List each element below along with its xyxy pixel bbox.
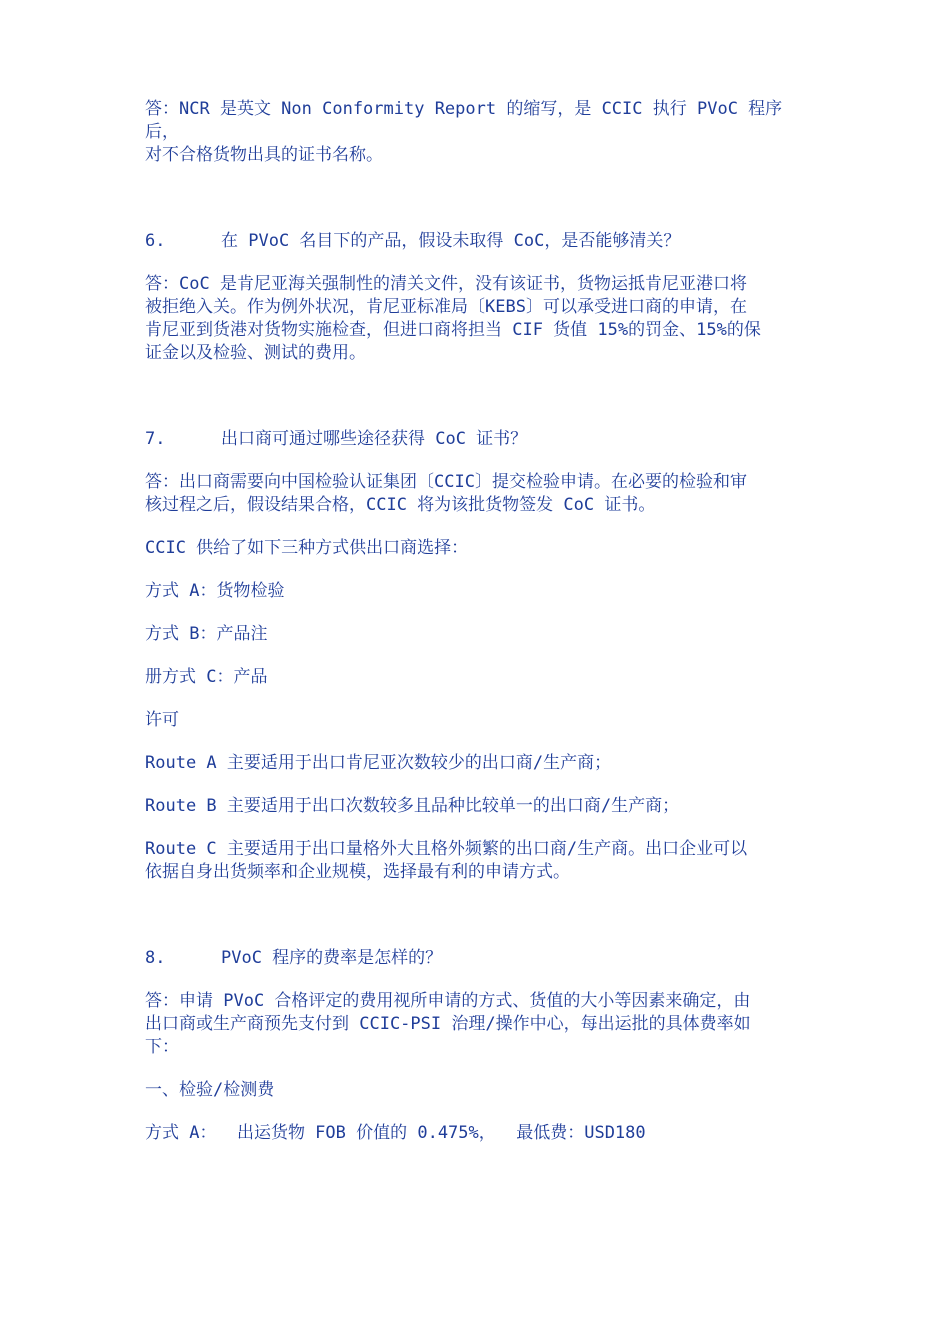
route-b-description: Route B 主要适用于出口次数较多且品种比较单一的出口商/生产商； — [145, 796, 680, 816]
text-line: 依据自身出货频率和企业规模，选择最有利的申请方式。 — [145, 862, 570, 882]
fee-route-a: 方式 A： 出运货物 FOB 价值的 0.475%， 最低费：USD180 — [145, 1123, 646, 1143]
route-intro: CCIC 供给了如下三种方式供出口商选择： — [145, 538, 469, 558]
text-line: 核过程之后，假设结果合格，CCIC 将为该批货物签发 CoC 证书。 — [145, 495, 656, 515]
question-7 — [145, 428, 815, 451]
ncr-answer — [145, 98, 815, 167]
question-6 — [145, 230, 815, 253]
route-c-label: 册方式 C：产品 — [145, 667, 268, 687]
text-line: 答：申请 PVoC 合格评定的费用视所申请的方式、货值的大小等因素来确定，由 — [145, 991, 751, 1011]
question-text: 出口商可通过哪些途径获得 CoC 证书？ — [221, 429, 528, 449]
text-line: 证金以及检验、测试的费用。 — [145, 343, 366, 363]
answer-8 — [145, 990, 815, 1059]
text-line: 对不合格货物出具的证书名称。 — [145, 145, 383, 165]
route-b-label: 方式 B：产品注 — [145, 624, 268, 644]
route-c-description — [145, 838, 815, 884]
document-page — [145, 98, 815, 1145]
text-line: Route C 主要适用于出口量格外大且格外频繁的出口商/生产商。出口企业可以 — [145, 839, 748, 859]
text-line: 答：出口商需要向中国检验认证集团〔CCIC〕提交检验申请。在必要的检验和审 — [145, 472, 747, 492]
question-text: PVoC 程序的费率是怎样的？ — [221, 948, 443, 968]
route-a-description: Route A 主要适用于出口肯尼亚次数较少的出口商/生产商； — [145, 753, 612, 773]
text-line: 被拒绝入关。作为例外状况，肯尼亚标准局〔KEBS〕可以承受进口商的申请，在 — [145, 297, 747, 317]
question-text: 在 PVoC 名目下的产品，假设未取得 CoC，是否能够清关？ — [221, 231, 681, 251]
question-number: 8. — [145, 948, 166, 968]
text-line: 下： — [145, 1037, 179, 1057]
route-a-label: 方式 A：货物检验 — [145, 581, 285, 601]
text-line: 答：CoC 是肯尼亚海关强制性的清关文件，没有该证书，货物运抵肯尼亚港口将 — [145, 274, 747, 294]
text-line: 答：NCR 是英文 Non Conformity Report 的缩写，是 CCIC 执行 PVoC 程序后， — [145, 99, 783, 142]
fee-heading: 一、检验/检测费 — [145, 1080, 275, 1100]
text-line: 肯尼亚到货港对货物实施检查，但进口商将担当 CIF 货值 15%的罚金、15%的保 — [145, 320, 761, 340]
question-number: 7. — [145, 429, 166, 449]
text-line: 出口商或生产商预先支付到 CCIC-PSI 治理/操作中心，每出运批的具体费率如 — [145, 1014, 751, 1034]
question-number: 6. — [145, 231, 166, 251]
route-c-continued: 许可 — [145, 710, 179, 730]
answer-7 — [145, 471, 815, 517]
answer-6 — [145, 273, 815, 365]
question-8 — [145, 947, 815, 970]
